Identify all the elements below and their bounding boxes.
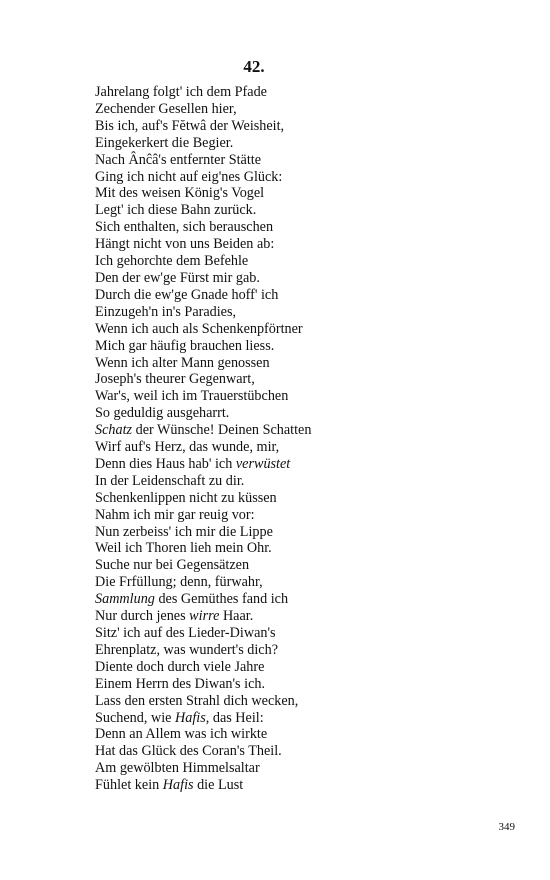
verse-text: In der Leidenschaft zu dir. bbox=[95, 472, 245, 489]
verse-line bbox=[95, 304, 395, 321]
verse-line bbox=[95, 321, 395, 338]
verse-text: Zechender Gesellen hier, bbox=[95, 100, 237, 117]
verse-text: So geduldig ausgeharrt. bbox=[95, 405, 230, 422]
verse-line bbox=[95, 169, 395, 186]
verse-line bbox=[95, 524, 395, 541]
verse-text: Jahrelang folgt' ich dem Pfade bbox=[95, 84, 267, 100]
verse-emphasis: verwüstet bbox=[235, 455, 291, 472]
verse-text: Denn an Allem was ich wirkte bbox=[95, 726, 268, 743]
verse-line bbox=[95, 355, 395, 372]
verse-emphasis: Hafis bbox=[175, 709, 206, 726]
verse-text: des Gemüthes fand ich bbox=[154, 591, 289, 608]
verse-text: der Wünsche! Deinen Schatten bbox=[132, 422, 312, 439]
verse-text: Wenn ich auch als Schenkenpförtner bbox=[95, 320, 303, 337]
verse-text: Ehrenplatz, was wundert's dich? bbox=[95, 641, 278, 658]
verse-line bbox=[95, 118, 395, 135]
verse-text: Einzugeh'n in's Paradies, bbox=[95, 303, 237, 320]
verse-line bbox=[95, 574, 395, 591]
verse-text: Einem Herrn des Diwan's ich. bbox=[95, 675, 266, 692]
verse-line bbox=[95, 591, 395, 608]
verse-line bbox=[95, 185, 395, 202]
verse-line bbox=[95, 422, 395, 439]
verse-text: Nur durch jenes bbox=[95, 608, 190, 625]
verse-line bbox=[95, 338, 395, 355]
verse-line bbox=[95, 473, 395, 490]
verse-line bbox=[95, 676, 395, 693]
verse-emphasis: Hafis bbox=[162, 777, 194, 794]
verse-text: Nun zerbeiss' ich mir die Lippe bbox=[95, 523, 273, 540]
verse-text: Schenkenlippen nicht zu küssen bbox=[95, 489, 277, 506]
verse-line bbox=[95, 608, 395, 625]
verse-line bbox=[95, 270, 395, 287]
verse-line bbox=[95, 540, 395, 557]
verse-line bbox=[95, 405, 395, 422]
verse-text: Hat das Glück des Coran's Theil. bbox=[95, 743, 282, 760]
verse-text: Suche nur bei Gegensätzen bbox=[95, 557, 250, 574]
verse-text: Ging ich nicht auf eig'nes Glück: bbox=[95, 168, 283, 185]
verse-line bbox=[95, 253, 395, 270]
verse-line bbox=[95, 659, 395, 676]
verse-text: Joseph's theurer Gegenwart, bbox=[95, 371, 255, 388]
poem-number: 42. bbox=[243, 57, 265, 76]
verse-line bbox=[95, 135, 395, 152]
verse-line bbox=[95, 456, 395, 473]
verse-text: Denn dies Haus hab' ich bbox=[95, 455, 236, 472]
verse-text: , das Heil: bbox=[205, 709, 264, 726]
verse-line bbox=[95, 625, 395, 642]
verse-text: War's, weil ich im Trauerstübchen bbox=[95, 388, 289, 405]
verse-line bbox=[95, 557, 395, 574]
verse-text: Weil ich Thoren lieh mein Ohr. bbox=[95, 540, 272, 557]
verse-text: Haar. bbox=[219, 608, 254, 625]
verse-line bbox=[95, 371, 395, 388]
verse-line bbox=[95, 693, 395, 710]
verse-emphasis: wirre bbox=[189, 608, 220, 625]
verse-line bbox=[95, 760, 395, 777]
verse-text: Sitz' ich auf des Lieder-Diwan's bbox=[95, 625, 276, 641]
verse-line bbox=[95, 287, 395, 304]
verse-text: Wirf auf's Herz, das wunde, mir, bbox=[95, 439, 280, 456]
verse-line bbox=[95, 726, 395, 743]
verse-text: Die Frfüllung; denn, fürwahr, bbox=[95, 574, 263, 591]
verse-line bbox=[95, 101, 395, 118]
verse-text: Fühlet kein bbox=[95, 777, 163, 794]
poem-verse bbox=[95, 84, 395, 794]
verse-line bbox=[95, 152, 395, 169]
verse-line bbox=[95, 202, 395, 219]
verse-text: Hängt nicht von uns Beiden ab: bbox=[95, 236, 275, 253]
verse-line bbox=[95, 388, 395, 405]
verse-line bbox=[95, 219, 395, 236]
verse-line bbox=[95, 84, 395, 101]
verse-text: Diente doch durch viele Jahre bbox=[95, 658, 265, 675]
verse-text: die Lust bbox=[193, 777, 244, 794]
verse-text: Durch die ew'ge Gnade hoff' ich bbox=[95, 286, 279, 303]
verse-text: Mich gar häufig brauchen liess. bbox=[95, 337, 275, 354]
verse-text: Nach Ânĉâ's entfernter Stätte bbox=[95, 151, 262, 168]
verse-line bbox=[95, 642, 395, 659]
verse-text: Den der ew'ge Fürst mir gab. bbox=[95, 269, 260, 286]
verse-text: Bis ich, auf's Fĕtwâ der Weisheit, bbox=[95, 117, 285, 134]
verse-text: Lass den ersten Strahl dich wecken, bbox=[95, 692, 299, 709]
verse-line bbox=[95, 507, 395, 524]
verse-text: Nahm ich mir gar reuig vor: bbox=[95, 506, 255, 523]
verse-text: Mit des weisen König's Vogel bbox=[95, 185, 265, 202]
verse-text: Ich gehorchte dem Befehle bbox=[95, 253, 249, 270]
verse-text: Suchend, wie bbox=[95, 709, 175, 726]
verse-text: Wenn ich alter Mann genossen bbox=[95, 354, 270, 371]
verse-text: Sich enthalten, sich berauschen bbox=[95, 219, 274, 236]
verse-line bbox=[95, 439, 395, 456]
verse-emphasis: Sammlung bbox=[95, 591, 155, 608]
page-number: 349 bbox=[498, 821, 515, 833]
verse-text: Am gewölbten Himmelsaltar bbox=[95, 760, 260, 777]
verse-line bbox=[95, 236, 395, 253]
verse-text: Legt' ich diese Bahn zurück. bbox=[95, 202, 257, 219]
verse-line bbox=[95, 743, 395, 760]
verse-line bbox=[95, 490, 395, 507]
verse-text: Eingekerkert die Begier. bbox=[95, 134, 234, 151]
verse-emphasis: Schatz bbox=[95, 422, 133, 439]
verse-line bbox=[95, 777, 395, 794]
verse-line bbox=[95, 710, 395, 727]
